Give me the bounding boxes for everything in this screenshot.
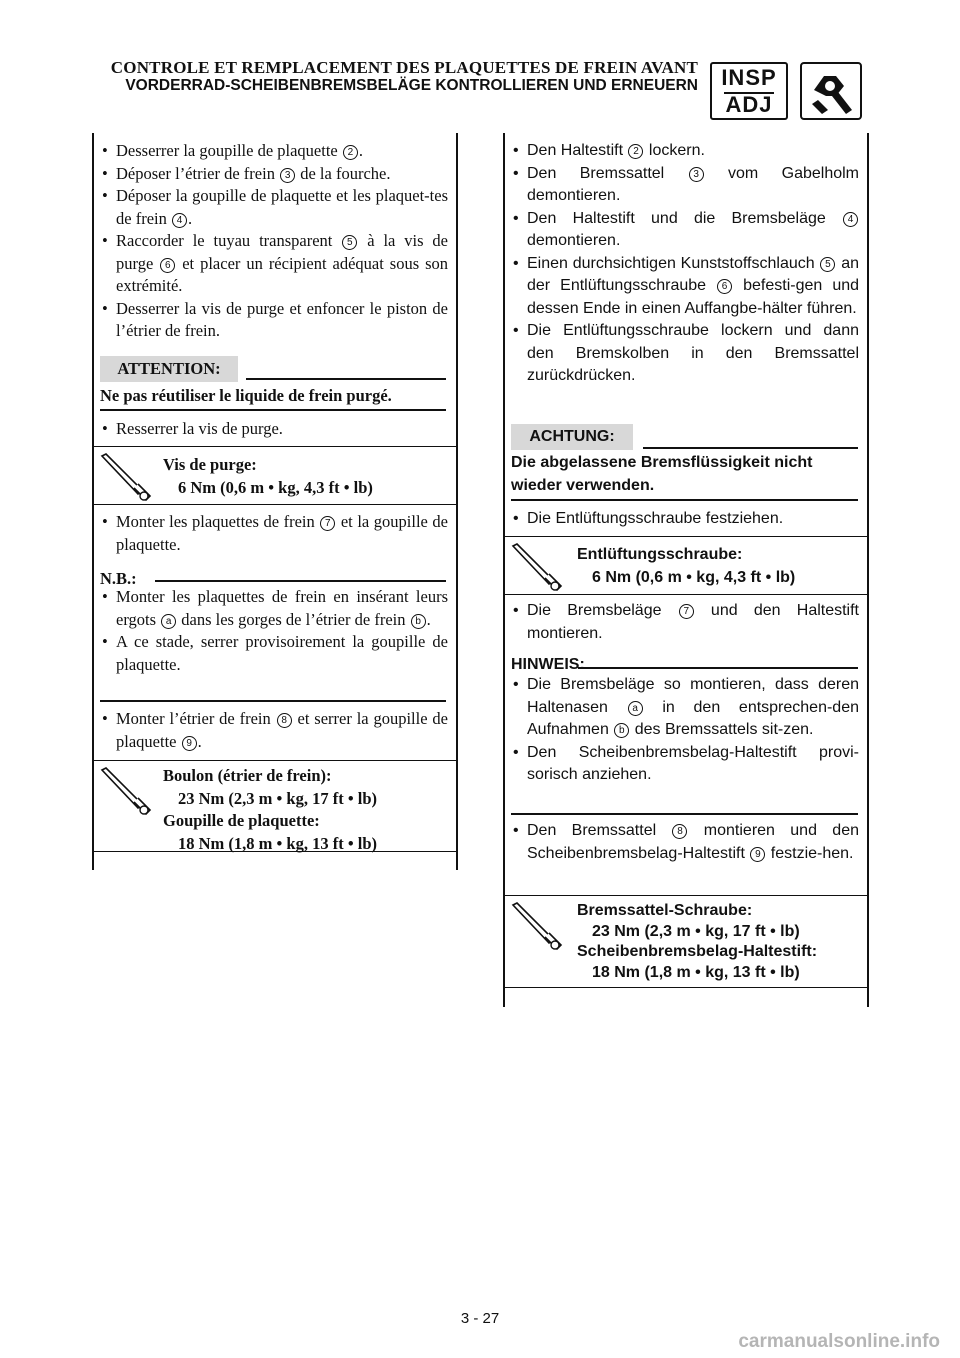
de-note-list bbox=[511, 674, 859, 787]
fr-spec1-name: Vis de purge: bbox=[163, 455, 257, 474]
fr-spec-bleed-screw bbox=[163, 454, 453, 499]
circled-reference-4: 4 bbox=[843, 212, 858, 227]
step-text: . bbox=[426, 609, 431, 629]
step-text: an der Entlüftungsschraube bbox=[527, 254, 859, 294]
badge-bottom-label: ADJ bbox=[725, 92, 773, 117]
fr-note-list bbox=[100, 586, 448, 676]
de-spec-bleed-screw bbox=[577, 544, 862, 589]
step-text: dans les gorges de l’étrier de frein bbox=[177, 609, 410, 629]
circled-reference-2: 2 bbox=[628, 144, 643, 159]
list-item bbox=[511, 674, 859, 742]
step-text: Desserrer la vis de purge et enfoncer le piston de l’étrier de frein. bbox=[116, 298, 448, 340]
circled-reference-6: 6 bbox=[717, 279, 732, 294]
circled-reference-6: 6 bbox=[160, 258, 175, 273]
step-text: Déposer la goupille de plaquette et les plaquet-tes de frein bbox=[116, 186, 448, 228]
fr-caution-text: Ne pas réutiliser le liquide de frein purgé. bbox=[100, 386, 392, 405]
list-item bbox=[100, 140, 448, 163]
fr-step-list-3 bbox=[100, 511, 448, 556]
fr-note-label: N.B.: bbox=[100, 569, 137, 588]
de-spec1-value: 6 Nm (0,6 m • kg, 4,3 ft • lb) bbox=[592, 568, 796, 586]
step-text: Monter les plaquettes de frein bbox=[116, 512, 320, 531]
step-text: . bbox=[187, 208, 193, 228]
list-item bbox=[100, 185, 448, 230]
step-text: . bbox=[358, 141, 363, 160]
de-spec-caliper bbox=[577, 901, 862, 983]
step-text: Den Haltestift und die Bremsbeläge bbox=[527, 209, 842, 227]
step-text: in den entsprechen-den Aufnahmen bbox=[527, 698, 859, 738]
fr-spec1-value: 6 Nm (0,6 m • kg, 4,3 ft • lb) bbox=[178, 477, 373, 497]
step-text: Desserrer la goupille de plaquette bbox=[116, 141, 342, 160]
step-text: Déposer l’étrier de frein bbox=[116, 163, 280, 183]
insp-adj-badge bbox=[710, 62, 788, 120]
section-title-de: VORDERRAD-SCHEIBENBREMSBELÄGE KONTROLLIEREN UND ERNEUERN bbox=[125, 77, 698, 94]
step-text: A ce stade, serrer provisoirement la goupille de plaquette. bbox=[116, 632, 448, 674]
torque-wrench-icon bbox=[98, 450, 154, 506]
step-text: de la fourche. bbox=[296, 163, 391, 183]
torque-wrench-icon bbox=[509, 899, 565, 955]
list-item bbox=[511, 208, 859, 253]
de-column bbox=[511, 140, 859, 388]
circled-reference-9: 9 bbox=[182, 736, 197, 751]
circled-reference-5: 5 bbox=[342, 235, 357, 250]
de-spec3-value: 18 Nm (1,8 m • kg, 13 ft • lb) bbox=[592, 963, 800, 981]
circled-reference-5: 5 bbox=[820, 257, 835, 272]
fr-spec-caliper bbox=[163, 765, 453, 855]
step-text: demontieren. bbox=[527, 232, 621, 249]
circled-reference-7: 7 bbox=[679, 604, 694, 619]
de-step-tighten-bleed: • Die Entlüftungsschraube festziehen. bbox=[511, 508, 859, 531]
step-text: lockern. bbox=[644, 142, 705, 159]
de-step-list-3 bbox=[511, 600, 859, 645]
list-item bbox=[100, 586, 448, 631]
list-item bbox=[100, 631, 448, 676]
step-text: Monter les plaquettes de frein en insérant leurs ergots bbox=[116, 587, 448, 629]
step-text: Die Entlüftungsschraube lockern und dann den Bremskolben in den Bremssattel zurückdrücken. bbox=[527, 322, 859, 384]
list-item bbox=[511, 320, 859, 388]
list-item bbox=[100, 298, 448, 343]
step-text: Den Haltestift bbox=[527, 142, 628, 159]
torque-wrench-icon bbox=[509, 540, 565, 596]
fr-spec2-name: Boulon (étrier de frein): bbox=[163, 766, 332, 785]
section-title-fr: CONTROLE ET REMPLACEMENT DES PLAQUETTES DE FREIN AVANT bbox=[110, 58, 698, 77]
de-spec2-value: 23 Nm (2,3 m • kg, 17 ft • lb) bbox=[592, 922, 800, 940]
fr-caution-label: ATTENTION: bbox=[100, 356, 238, 382]
circled-reference-7: 7 bbox=[320, 516, 335, 531]
fr-spec3-value: 18 Nm (1,8 m • kg, 13 ft • lb) bbox=[178, 833, 377, 853]
step-text: des Bremssattels sit-zen. bbox=[630, 721, 814, 738]
de-caution-text: Die abgelassene Bremsflüssigkeit nicht wieder verwenden. bbox=[511, 454, 813, 494]
fr-spec3-name: Goupille de plaquette: bbox=[163, 811, 320, 830]
circled-reference-2: 2 bbox=[343, 145, 358, 160]
circled-reference-b: b bbox=[411, 614, 426, 629]
de-step-list-1 bbox=[511, 140, 859, 388]
circled-reference-9: 9 bbox=[750, 847, 765, 862]
step-text: befesti-gen und dessen Ende in einen Auffangbe-hälter führen. bbox=[527, 277, 860, 317]
list-item bbox=[100, 511, 448, 556]
watermark: carmanualsonline.info bbox=[738, 1331, 940, 1352]
step-text: et la goupille de plaquette. bbox=[116, 512, 448, 554]
step-text: Monter l’étrier de frein bbox=[116, 709, 276, 728]
circled-reference-b: b bbox=[614, 723, 629, 738]
fr-step-list-1 bbox=[100, 140, 448, 343]
step-text: vom Gabelholm demontieren. bbox=[527, 164, 859, 204]
step-text: à la vis de purge bbox=[116, 231, 448, 273]
fr-spec2-value: 23 Nm (2,3 m • kg, 17 ft • lb) bbox=[178, 788, 377, 808]
fr-column bbox=[100, 140, 448, 343]
step-text: Den Bremssattel bbox=[527, 164, 688, 182]
de-spec1-name: Entlüftungsschraube: bbox=[577, 546, 743, 563]
circled-reference-8: 8 bbox=[672, 824, 687, 839]
list-item bbox=[100, 230, 448, 298]
de-caution-label: ACHTUNG: bbox=[511, 424, 633, 450]
de-note-label: HINWEIS: bbox=[511, 656, 585, 673]
step-text: Die Bremsbeläge bbox=[527, 602, 678, 619]
circled-reference-a: a bbox=[628, 701, 643, 716]
left-col-rule-right bbox=[456, 133, 458, 870]
step-text: . bbox=[197, 731, 202, 751]
badge-top-label: INSP bbox=[721, 65, 777, 90]
list-item bbox=[511, 253, 859, 321]
page-number: 3 - 27 bbox=[460, 1310, 500, 1327]
right-col-rule-right bbox=[867, 133, 869, 1007]
step-text: et serrer la goupille de plaquette bbox=[116, 709, 448, 751]
de-step-list-4 bbox=[511, 820, 859, 865]
circled-reference-a: a bbox=[161, 614, 176, 629]
circled-reference-4: 4 bbox=[172, 213, 187, 228]
list-item bbox=[511, 600, 859, 645]
step-text: montieren und den Scheibenbremsbelag-Haltestift bbox=[527, 822, 860, 862]
step-text: festzie-hen. bbox=[766, 844, 854, 862]
list-item bbox=[100, 163, 448, 186]
list-item bbox=[100, 708, 448, 753]
step-text: Einen durchsichtigen Kunststoffschlauch bbox=[527, 254, 820, 272]
list-item bbox=[511, 140, 859, 163]
list-item bbox=[511, 742, 859, 787]
step-text: Den Scheibenbremsbelag-Haltestift provi-sorisch anziehen. bbox=[527, 743, 859, 783]
circled-reference-3: 3 bbox=[689, 167, 704, 182]
torque-wrench-icon bbox=[98, 764, 154, 820]
step-text: und den Haltestift montieren. bbox=[527, 602, 860, 642]
list-item bbox=[511, 820, 859, 865]
right-col-rule-left bbox=[503, 133, 505, 1007]
wrench-icon bbox=[800, 62, 862, 120]
list-item bbox=[511, 163, 859, 208]
step-text: et placer un récipient adéquat sous son extrémité. bbox=[116, 253, 448, 295]
fr-step-list-4 bbox=[100, 708, 448, 753]
fr-step-tighten-bleed: • Resserrer la vis de purge. bbox=[100, 418, 448, 441]
circled-reference-3: 3 bbox=[280, 168, 295, 183]
step-text: Den Bremssattel bbox=[527, 822, 672, 839]
circled-reference-8: 8 bbox=[277, 713, 292, 728]
step-text: Raccorder le tuyau transparent bbox=[116, 231, 342, 250]
de-spec2-name: Bremssattel-Schraube: bbox=[577, 902, 753, 919]
de-spec3-name: Scheibenbremsbelag-Haltestift: bbox=[577, 943, 818, 960]
step-text: Die Bremsbeläge so montieren, dass deren Haltenasen bbox=[527, 676, 859, 716]
